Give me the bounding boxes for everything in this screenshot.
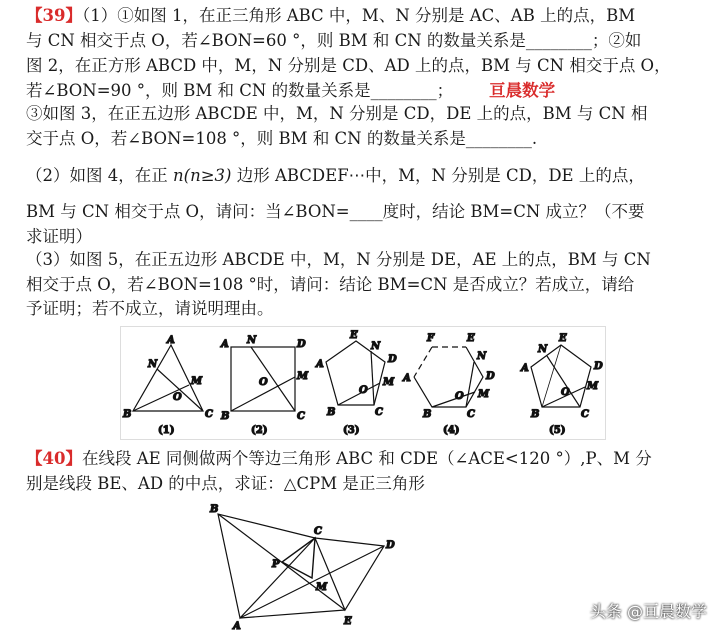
fig4-label-d: D	[486, 371, 495, 382]
fig2-label-o: O	[259, 377, 268, 388]
p39-line-5: ③如图 3，在正五边形 ABCDE 中，M，N 分别是 CD，DE 上的点，BM 与 CN 相	[26, 104, 648, 123]
fig3-label-c: C	[375, 407, 383, 418]
fig2-label-c: C	[297, 411, 305, 422]
fig4-label-e: E	[467, 333, 475, 344]
p39-line-12: 予证明；若不成立，请说明理由。	[26, 299, 274, 318]
p39-line-3: 图 2，在正方形 ABCD 中，M，N 分别是 CD、AD 上的点，BM 与 CN 相交于点 O，	[26, 56, 671, 75]
fig40-label-p: P	[272, 559, 280, 570]
p40-figure	[205, 500, 402, 632]
n-expression: n(n≥3)	[173, 166, 232, 185]
fig4-label-a: A	[403, 373, 411, 384]
brand-label: 亘晨数学	[489, 81, 556, 100]
figure-5	[520, 333, 603, 436]
fig2-caption: (2)	[251, 425, 268, 436]
fig4-label-n: N	[477, 351, 487, 362]
fig40-label-b: B	[210, 504, 219, 515]
fig3-label-e: E	[350, 330, 358, 341]
fig5-label-b: B	[531, 409, 540, 420]
fig1-label-a: A	[167, 335, 175, 346]
fig1-caption: (1)	[158, 425, 175, 436]
p40-line-1: 【40】在线段 AE 同侧做两个等边三角形 ABC 和 CDE（∠ACE<120 °）,P、M 分	[26, 449, 652, 468]
fig5-label-d: D	[594, 361, 603, 372]
fig1-label-o: O	[173, 392, 182, 403]
fig3-label-n: N	[371, 341, 381, 352]
fig40-label-d: D	[386, 540, 395, 551]
fig5-label-o: O	[561, 387, 570, 398]
fig4-label-f: F	[427, 333, 435, 344]
fig4-caption: (4)	[443, 425, 460, 436]
p39-line-2: 与 CN 相交于点 O，若∠BON=60 °，则 BM 和 CN 的数量关系是________；②如	[26, 31, 642, 50]
fig40-label-a: A	[233, 621, 241, 632]
p39-line-11: 相交于点 O，若∠BON=108 °时，请问：结论 BM=CN 是否成立？若成立，请给	[26, 275, 635, 294]
figure-4	[402, 333, 495, 436]
fig2-label-m: M	[297, 371, 309, 382]
fig2-label-a: A	[221, 339, 229, 350]
fig3-label-m: M	[383, 377, 395, 388]
fig1-label-b: B	[123, 409, 132, 420]
fig1-label-c: C	[205, 409, 213, 420]
p39-line-8: BM 与 CN 相交于点 O，请问：当∠BON=____度时，结论 BM=CN 成立？（不要	[26, 202, 645, 221]
fig5-label-n: N	[538, 344, 548, 355]
watermark: 头条 @亘晨数学	[589, 602, 707, 621]
fig5-label-a: A	[521, 363, 529, 374]
fig3-label-o: O	[359, 385, 368, 396]
fig3-label-a: A	[316, 359, 324, 370]
figure-1	[122, 335, 213, 436]
fig1-label-m: M	[191, 376, 203, 387]
p39-line-1: 【39】（1）①如图 1，在正三角形 ABC 中，M、N 分别是 AC、AB 上的点，BM	[26, 6, 636, 25]
fig40-label-c: C	[314, 526, 322, 537]
fig2-label-d: D	[297, 339, 306, 350]
fig2-label-n: N	[247, 335, 257, 346]
p39-line-4: 若∠BON=90 °，则 BM 和 CN 的数量关系是________； 亘晨数学	[26, 81, 556, 100]
fig3-label-d: D	[388, 354, 397, 365]
fig5-label-m: M	[587, 381, 599, 392]
p39-line-7: （2）如图 4，在正 n(n≥3) 边形 ABCDEF⋯中，M，N 分别是 CD，DE 上的点，	[26, 166, 645, 185]
figure-3	[315, 330, 397, 436]
p39-line-6: 交于点 O，若∠BON=108 °，则 BM 和 CN 的数量关系是________.	[26, 129, 538, 148]
fig3-label-b: B	[327, 407, 336, 418]
fig4-label-c: C	[467, 409, 475, 420]
fig5-label-e: E	[559, 333, 567, 344]
fig4-label-m: M	[478, 389, 490, 400]
fig1-label-n: N	[148, 359, 158, 370]
fig40-label-m: M	[316, 582, 328, 593]
fig5-label-c: C	[581, 409, 589, 420]
fig40-label-e: E	[344, 616, 352, 627]
fig4-label-b: B	[423, 409, 432, 420]
figure-2	[220, 335, 309, 436]
fig5-caption: (5)	[549, 425, 566, 436]
p39-line-9: 求证明）	[26, 227, 92, 246]
p39-tag: 【39】	[26, 6, 82, 25]
p40-tag: 【40】	[26, 449, 82, 468]
fig2-label-b: B	[221, 411, 230, 422]
fig4-label-o: O	[455, 391, 464, 402]
p39-figures	[120, 326, 606, 440]
fig3-caption: (3)	[343, 425, 360, 436]
p39-line-10: （3）如图 5，在正五边形 ABCDE 中，M，N 分别是 DE，AE 上的点，BM 与 CN	[26, 250, 651, 269]
p40-line-2: 别是线段 BE、AD 的中点，求证：△CPM 是正三角形	[26, 474, 425, 493]
